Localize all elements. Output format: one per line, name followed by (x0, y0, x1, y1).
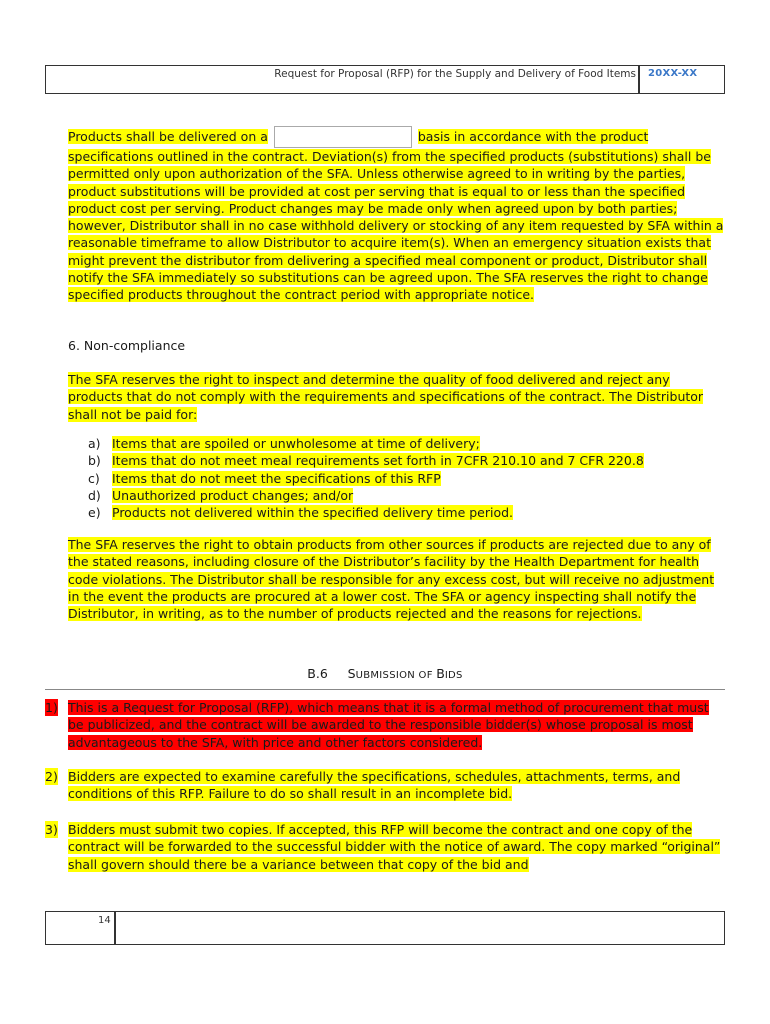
list-item (88, 487, 728, 504)
list-item (88, 470, 728, 487)
list-marker: b) (88, 453, 101, 469)
submission-marker: 3) (45, 822, 58, 837)
noncompliance-intro: The SFA reserves the right to inspect and determine the quality of food delivered and reject any products that do not comply with the requirements and specifications of the contract. The Distributor shall not be paid for: (68, 372, 704, 422)
page-footer (45, 911, 725, 945)
section-title-part1: UBMISSION OF (355, 670, 437, 681)
noncompliance-closing: The SFA reserves the right to obtain products from other sources if products are rejected due to any of the stated reasons, including closure of the Distributor’s facility by the Health Department for health code violations. The Distributor shall be responsible for any excess cost, but will receive no adjustment in the event the products are procured at a lower cost. The SFA or agency inspecting shall notify the Distributor, in writing, as to the number of products rejected and the reasons for rejections. (68, 537, 715, 622)
noncompliance-list (88, 435, 728, 521)
submission-marker: 2) (45, 769, 58, 784)
noncompliance-heading: 6. Non-compliance (68, 338, 186, 353)
submission-text: Bidders are expected to examine carefully the specifications, schedules, attachments, terms, and conditions of this RFP. Failure to do so shall result in an incomplete bid. (68, 769, 681, 802)
list-marker: d) (88, 487, 101, 503)
list-item-text: Unauthorized product changes; and/or (112, 487, 354, 503)
header-divider (638, 66, 640, 93)
header-version: 20XX-XX (648, 68, 698, 79)
submission-item-3 (45, 821, 725, 873)
submission-item-1 (45, 699, 725, 751)
delivery-frequency-field[interactable] (274, 126, 412, 148)
delivery-lead: Products shall be delivered on a (68, 128, 268, 144)
submission-marker: 1) (45, 700, 58, 715)
section-number: B.6 (307, 666, 328, 681)
footer-divider (114, 912, 116, 944)
list-item-text: Items that are spoiled or unwholesome at time of delivery; (112, 436, 480, 451)
section-title-s: S (347, 666, 356, 681)
delivery-paragraph (68, 126, 724, 304)
submission-item-2 (45, 768, 725, 803)
page-number: 14 (98, 915, 111, 926)
list-item-text: Items that do not meet the specifications of this RFP (112, 470, 441, 486)
list-item (88, 452, 728, 469)
section-title-b: B (436, 666, 445, 681)
list-marker: a) (88, 436, 101, 451)
list-marker: e) (88, 505, 101, 521)
list-marker: c) (88, 470, 100, 486)
noncompliance-intro-paragraph (68, 371, 724, 423)
delivery-text: specifications outlined in the contract. Deviation(s) from the specified products (substitutions) shall be permitted only upon authorization of the SFA. Unless otherwise agreed to in writing by the parties, product substitutions will be provided at cost per serving that is equal to or less than the specified product cost per serving. Product changes may be made only when agreed upon by both parties; however, Distributor shall in no case withhold delivery or stocking of any item requested by SFA within a reasonable timeframe to allow Distributor to acquire item(s). When an emergency situation exists that might prevent the distributor from delivering a specified meal component or product, Distributor shall notify the SFA immediately so substitutions can be agreed upon. The SFA reserves the right to change specified products throughout the contract period with appropriate notice. (68, 149, 724, 303)
list-item-text: Items that do not meet meal requirements set forth in 7CFR 210.10 and 7 CFR 220.8 (112, 453, 644, 469)
delivery-after-blank: basis in accordance with the product (417, 128, 649, 144)
section-title-part2: IDS (444, 670, 463, 681)
submission-text: This is a Request for Proposal (RFP), which means that it is a formal method of procurement that must be publicized, and the contract will be awarded to the responsible bidder(s) whose proposal is most advantageous to the SFA, with price and other factors considered. (68, 700, 709, 750)
section-heading-b6 (45, 666, 725, 690)
page-header (45, 65, 725, 94)
header-title: Request for Proposal (RFP) for the Supply and Delivery of Food Items (274, 68, 636, 80)
noncompliance-closing-paragraph (68, 536, 724, 622)
list-item (88, 435, 728, 452)
list-item (88, 504, 728, 521)
list-item-text: Products not delivered within the specified delivery time period. (112, 505, 514, 521)
submission-text: Bidders must submit two copies. If accepted, this RFP will become the contract and one copy of the contract will be forwarded to the successful bidder with the notice of award. The copy marked “original” shall govern should there be a variance between that copy of the bid and (68, 822, 721, 872)
